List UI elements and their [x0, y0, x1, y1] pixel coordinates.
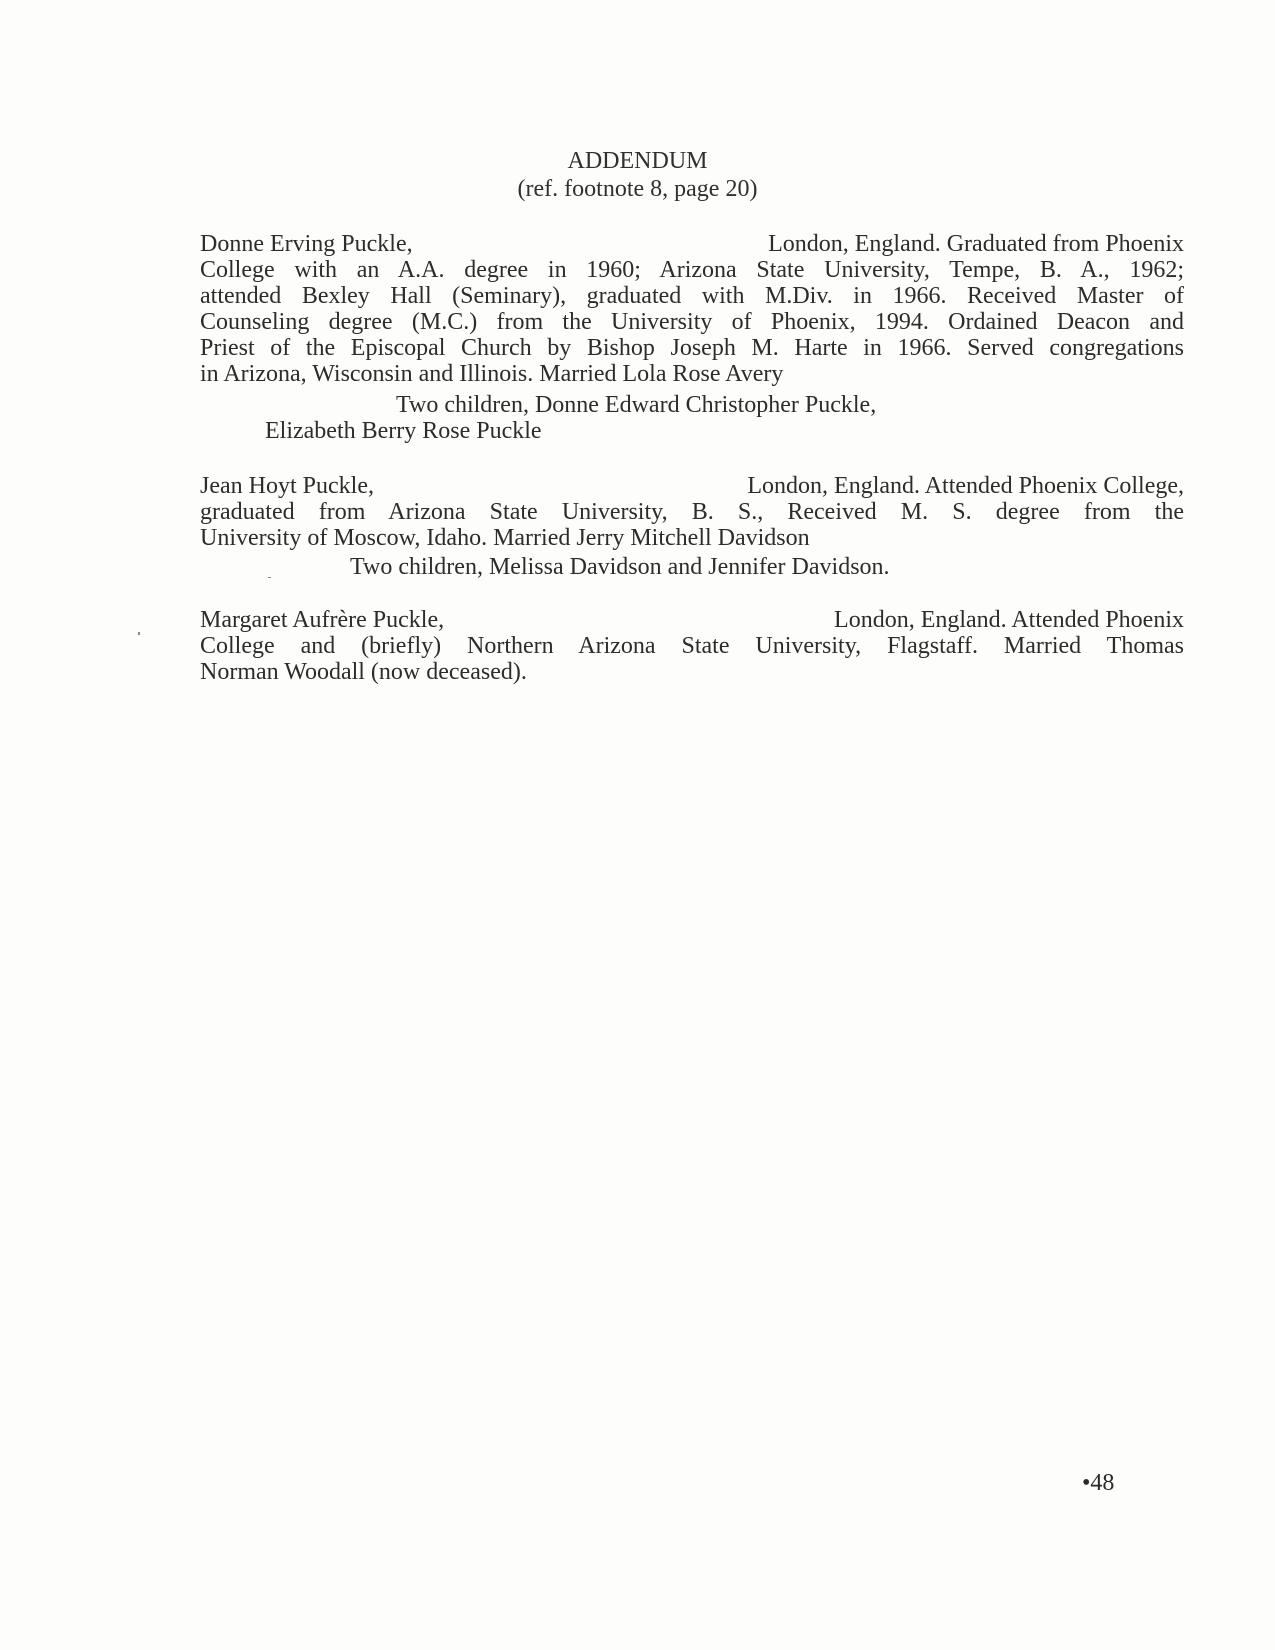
entry-text-line: graduated from Arizona State University, B. S., Received M. S. degree from the — [200, 499, 1184, 525]
entry-person-name: Donne Erving Puckle, — [200, 231, 413, 257]
entry-jean-hoyt-puckle — [200, 473, 1184, 551]
entry-text-line: University of Moscow, Idaho. Married Jerry Mitchell Davidson — [200, 525, 810, 551]
entry-margaret-aufrere-puckle — [200, 607, 1184, 685]
entry-text-line: Counseling degree (M.C.) from the University of Phoenix, 1994. Ordained Deacon and — [200, 309, 1184, 335]
page-number: •48 — [1082, 1470, 1115, 1496]
entry-text-line: Priest of the Episcopal Church by Bishop Joseph M. Harte in 1966. Served congregations — [200, 335, 1184, 361]
addendum-title: ADDENDUM — [567, 148, 708, 174]
entry-text-line: College and (briefly) Northern Arizona State University, Flagstaff. Married Thomas — [200, 633, 1184, 659]
entry-first-line — [200, 607, 1184, 633]
scan-speck — [138, 632, 140, 635]
entry-text-line: attended Bexley Hall (Seminary), graduated with M.Div. in 1966. Received Master of — [200, 283, 1184, 309]
entry-text-line: Norman Woodall (now deceased). — [200, 659, 527, 685]
entry-children-line: Two children, Melissa Davidson and Jennifer Davidson. — [350, 554, 890, 580]
entry-person-name: Jean Hoyt Puckle, — [200, 473, 374, 499]
entry-first-line — [200, 231, 1184, 257]
entry-first-line — [200, 473, 1184, 499]
entry-children-line: Elizabeth Berry Rose Puckle — [265, 418, 542, 444]
entry-text-line: College with an A.A. degree in 1960; Arizona State University, Tempe, B. A., 1962; — [200, 257, 1184, 283]
entry-birthplace: London, England. Attended Phoenix — [834, 607, 1184, 633]
entry-birthplace: London, England. Attended Phoenix College, — [747, 473, 1184, 499]
scan-speck — [268, 577, 271, 578]
entry-text-line: in Arizona, Wisconsin and Illinois. Married Lola Rose Avery — [200, 361, 784, 387]
entry-person-name: Margaret Aufrère Puckle, — [200, 607, 445, 633]
addendum-reference: (ref. footnote 8, page 20) — [517, 176, 758, 202]
entry-children-line: Two children, Donne Edward Christopher Puckle, — [396, 392, 877, 418]
entry-birthplace: London, England. Graduated from Phoenix — [768, 231, 1184, 257]
entry-donne-erving-puckle — [200, 231, 1184, 387]
